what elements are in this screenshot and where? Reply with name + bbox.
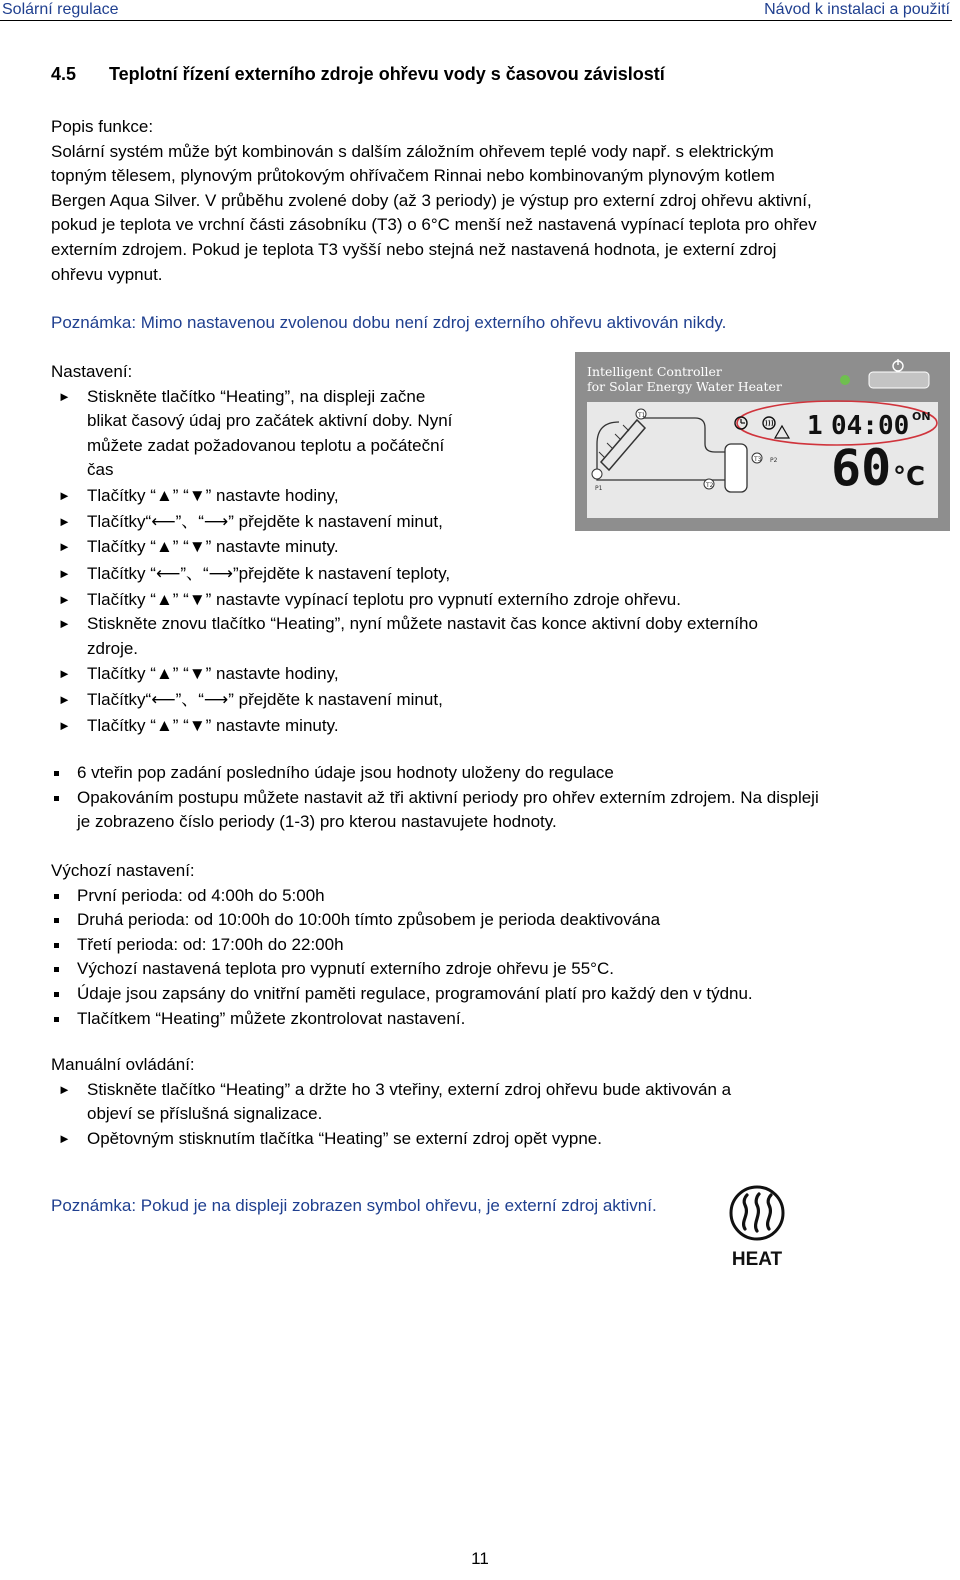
step-line: Tlačítky “▲” “▼” nastavte minuty. [87,715,339,735]
square-bullet-icon [54,918,59,923]
description-line: ohřevu vypnut. [51,264,163,284]
arrow-bullet-icon: ► [58,717,71,733]
arrow-bullet-icon: ► [58,388,71,404]
description-line: externím zdrojem. Pokud je teplota T3 vyšší nebo stejná než nastavená hodnota, je externí zdroj [51,239,777,259]
square-bullet-icon [54,796,59,801]
list-item-line: Druhá perioda: od 10:00h do 10:00h tímto způsobem je perioda deaktivována [77,910,661,930]
step-line: Opětovným stisknutím tlačítka “Heating” se externí zdroj opět vypne. [87,1128,602,1148]
manual-step [0,1127,931,1152]
step-line: Tlačítky “▲” “▼” nastavte hodiny, [87,664,339,684]
list-item-line: Třetí perioda: od: 17:00h do 22:00h [77,934,344,954]
settings-step [0,484,571,509]
description-line: Bergen Aqua Silver. V průběhu zvolené doby (až 3 periody) je výstup pro externí zdroj ohřevu aktivní, [51,190,812,210]
step-line: Tlačítky “▲” “▼” nastavte hodiny, [87,485,339,505]
step-line: čas [87,460,114,480]
step-line: blikat časový údaj pro začátek aktivní doby. Nyní [87,411,453,431]
description-line: pokud je teplota ve vrchní části zásobníku (T3) o 6°C menší než nastavená vypínací teplota pro ohřev [51,215,817,235]
list-item-line: Tlačítkem “Heating” můžete zkontrolovat nastavení. [77,1008,466,1028]
arrow-bullet-icon: ► [58,566,71,581]
settings-steps-wide [51,562,931,738]
note-heating-symbol: Poznámka: Pokud je na displeji zobrazen symbol ohřevu, je externí zdroj aktivní. [51,1196,657,1215]
sensor-t1-label: T1 [638,412,646,419]
description-line: topným tělesem, plynovým průtokovým ohřívačem Rinnai nebo kombinovaným plynovým kotlem [51,166,775,186]
square-bullet-icon [54,1017,59,1022]
arrow-bullet-icon: ► [58,616,71,632]
arrow-bullet-icon: ► [58,666,71,682]
settings-step [0,662,931,687]
manual-control [51,1053,931,1151]
description-heading: Popis funkce: [51,117,154,136]
square-bullet-icon [54,967,59,972]
heat-symbol-svg [726,1183,788,1273]
arrow-bullet-icon: ► [58,1081,71,1097]
display-time: 04:00 [831,411,910,441]
section-title [51,64,665,85]
manual-step [0,1078,931,1127]
controller-panel-svg [575,352,950,531]
storage-notes [51,761,931,835]
pump-p1-label: P1 [595,485,603,492]
page-header [0,0,960,20]
heat-icon [726,1183,788,1273]
settings-steps-narrow [51,385,571,560]
default-settings [51,859,931,1031]
list-item-line: První perioda: od 4:00h do 5:00h [77,885,325,905]
list-item-line: 6 vteřin pop zadání posledního údaje jsou hodnoty uloženy do regulace [77,763,614,782]
page-number: 11 [471,1549,489,1568]
status-led [840,375,850,385]
manual-heading: Manuální ovládání: [51,1055,195,1074]
heat-wave-2 [756,1194,759,1231]
arrow-bullet-icon: ► [58,487,71,503]
list-item [51,761,931,786]
square-bullet-icon [54,771,59,776]
note-outside-period: Poznámka: Mimo nastavenou zvolenou dobu není zdroj externího ohřevu aktivován nikdy. [51,313,727,332]
step-line: Stiskněte znovu tlačítko “Heating”, nyní můžete nastavit čas konce aktivní doby externího [87,614,758,634]
list-item [51,982,931,1007]
settings-step [0,562,931,587]
heat-wave-1 [744,1195,747,1229]
manual-steps [51,1078,931,1152]
step-line: Tlačítky“⟵”、“⟶” přejděte k nastavení minut, [87,689,443,709]
list-item [51,786,931,835]
sensor-t2-label: T2 [706,482,714,489]
heat-wave-3 [768,1195,771,1229]
settings-step [0,688,931,713]
settings-steps-wide-block [51,562,931,738]
step-line: zdroje. [87,638,139,658]
list-item-line: Údaje jsou zapsány do vnitřní paměti regulace, programování platí pro každý den v týdnu. [77,983,753,1003]
settings-heading: Nastavení: [51,362,133,381]
function-description [51,115,817,287]
list-item-line: Výchozí nastavená teplota pro vypnutí externího zdroje ohřevu je 55°C. [77,959,614,979]
power-button [869,372,929,388]
defaults-list [51,884,931,1032]
header-rule [0,20,952,21]
settings-step [0,535,571,560]
list-item [51,908,931,933]
controller-display-image [575,352,950,531]
arrow-bullet-icon: ► [58,591,71,607]
list-item [51,957,931,982]
header-right: Návod k instalaci a použití [764,1,950,18]
square-bullet-icon [54,992,59,997]
display-temperature: 60 [831,439,892,497]
step-line: Stiskněte tlačítko “Heating” a držte ho 3 vteřiny, externí zdroj ohřevu bude aktivován a [87,1079,732,1099]
brand-line-2: for Solar Energy Water Heater [587,379,782,394]
defaults-heading: Výchozí nastavení: [51,861,195,880]
step-line: objeví se příslušná signalizace. [87,1104,323,1124]
arrow-bullet-icon: ► [58,513,71,529]
step-line: Stiskněte tlačítko “Heating”, na displeji začne [87,386,426,406]
list-item [51,933,931,958]
list-item [51,884,931,909]
storage-notes-list [51,761,931,835]
description-line: Solární systém může být kombinován s dalším záložním ohřevem teplé vody např. s elektrickým [51,141,774,161]
brand-line-1: Intelligent Controller [587,364,722,379]
tank-icon [725,444,747,492]
settings-step [0,385,571,483]
step-line: Tlačítky“⟵”、“⟶” přejděte k nastavení minut, [87,511,443,531]
arrow-bullet-icon: ► [58,539,71,555]
sensor-t3-label: T3 [754,456,762,463]
pump-p2-label: P2 [770,457,778,464]
section-title-text: Teplotní řízení externího zdroje ohřevu vody s časovou závislostí [109,64,665,84]
settings-step [0,612,931,661]
header-left: Solární regulace [2,1,119,18]
list-item [51,1007,931,1032]
display-temperature-unit: °C [893,462,926,492]
arrow-bullet-icon: ► [58,691,71,707]
step-line: můžete zadat požadovanou teplotu a počáteční [87,435,445,455]
step-line: Tlačítky “⟵”、“⟶”přejděte k nastavení teploty, [87,564,451,583]
square-bullet-icon [54,894,59,899]
period-number: 1 [807,411,823,441]
step-line: Tlačítky “▲” “▼” nastavte minuty. [87,537,339,557]
settings-section [51,360,571,560]
heat-icon-label: HEAT [731,1249,783,1270]
settings-step [0,588,931,613]
step-line: Tlačítky “▲” “▼” nastavte vypínací teplotu pro vypnutí externího zdroje ohřevu. [87,589,681,609]
list-item-line: je zobrazeno číslo periody (1-3) pro kterou nastavujete hodnoty. [77,812,557,832]
section-number: 4.5 [51,64,77,84]
list-item-line: Opakováním postupu můžete nastavit až tři aktivní periody pro ohřev externím zdrojem. Na displeji [77,787,819,807]
arrow-bullet-icon: ► [58,1130,71,1146]
square-bullet-icon [54,943,59,948]
settings-step [0,714,931,739]
on-indicator: ON [912,410,931,423]
settings-step [0,510,571,535]
